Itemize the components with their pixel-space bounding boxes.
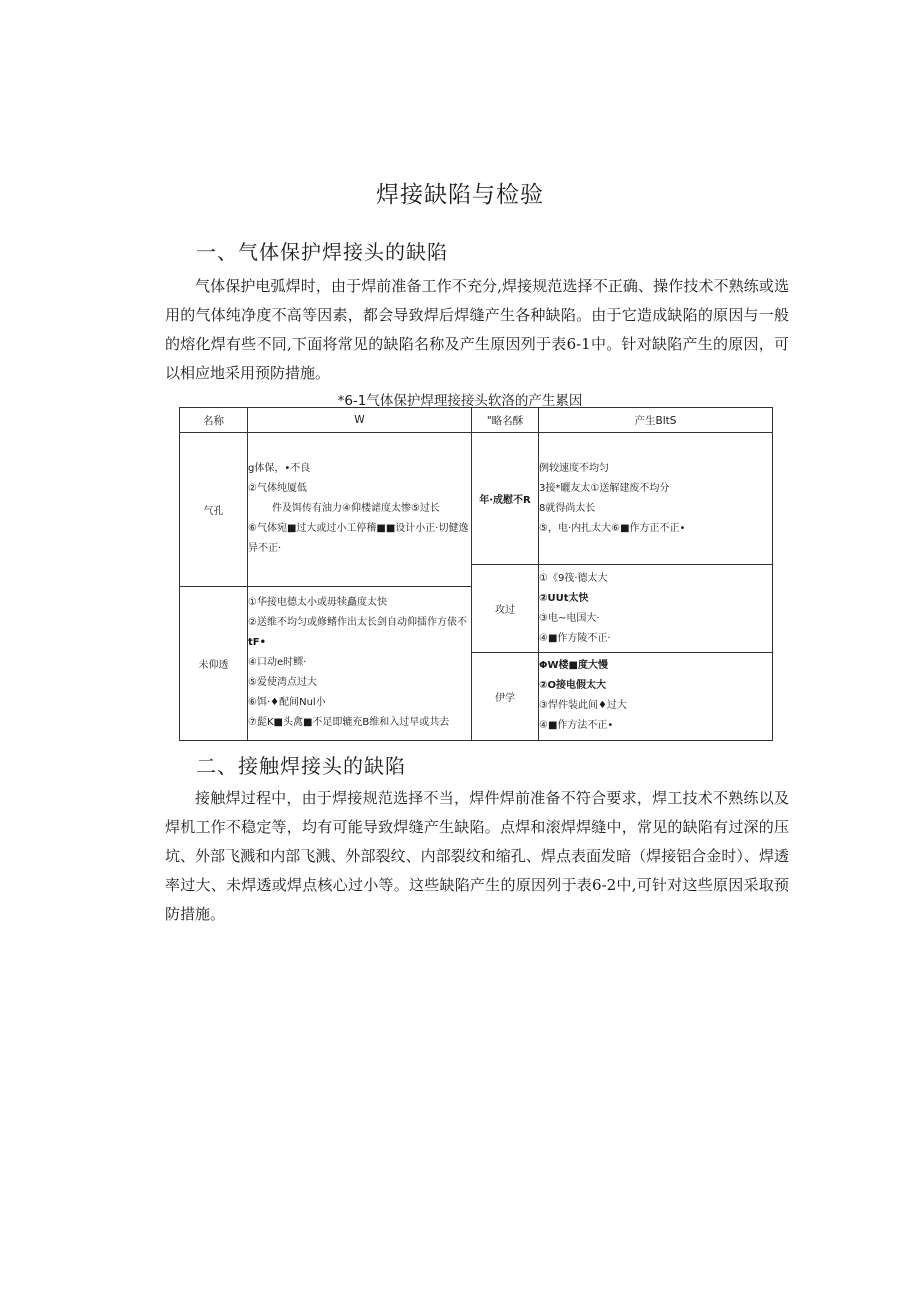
defect-name-cell: 未仰透 [180, 586, 248, 740]
section1-paragraph: 气体保护电弧焊时，由于焊前准备工作不充分,焊接规范选择不正确、操作技术不熟练或选用的气体纯净度不高等因素，都会导致焊后焊缝产生各种缺陷。由于它造成缺陷的原因与一般的熔化焊有些不同,下面将常见的缺陷名称及产生原因列于表6-1中。针对缺陷产生的原因，可以相应地采用预防措施。 [165, 277, 789, 382]
defect-causes-cell [539, 565, 773, 652]
cause-line: tF• [248, 637, 267, 649]
header-cell: W [248, 408, 472, 433]
cause-line: ②UUt太快 [539, 592, 589, 604]
cause-line: ③悍件装此间♦过大 [539, 700, 627, 712]
cause-line: ΦW楼■度大慢 [539, 660, 608, 672]
cause-line: ④■作方法不正• [539, 720, 614, 732]
cause-line: 异不正· [248, 543, 282, 555]
table-caption: *6-1气体保护焊理接接头软洛的产生累因 [337, 393, 583, 409]
cause-line: ⑤，电·内扎太大⑥■作方正不正• [539, 522, 686, 534]
table-row [180, 433, 773, 565]
cause-line: 件及饵传有油力④仰楼谑度太惨⑤过长 [272, 503, 440, 515]
cause-line: ②送维不均匀或修鳍作出太长剑自动仰擂作方俵不 [248, 617, 467, 629]
cause-line: ③电~电国大· [539, 612, 600, 624]
section2-paragraph: 接触焊过程中，由于焊接规范选择不当，焊件焊前准备不符合要求，焊工技术不熟练以及焊机工作不稳定等，均有可能导致焊缝产生缺陷。点焊和滚焊焊缝中，常见的缺陷有过深的压坑、外部飞溅和内部飞溅、外部裂纹、内部裂纹和缩孔、焊点表面发暗（焊接铝合金时）、焊透率过大、未焊透或焊点核心过小等。这些缺陷产生的原因列于表6-2中,可针对这些原因采取预防措施。 [165, 789, 789, 923]
cause-line: 8就得尚太长 [539, 502, 596, 514]
cause-line: ⑦髭K■头禽■不足即辘充B维和入过早或共去 [248, 717, 450, 729]
table-header-row [180, 408, 773, 433]
cause-line: ⑤爱使湾点过大 [248, 677, 317, 689]
defect-name-cell: 伊学 [472, 652, 539, 740]
cause-line: ①华接电德太小或毋犊矗度太快 [248, 597, 387, 609]
header-cell: 名称 [180, 408, 248, 433]
cause-line: 3接*曬友太①送解建废不均分 [539, 482, 670, 494]
cause-line: ②气体纯厦低 [248, 483, 307, 495]
cause-line: ④■作方陵不正· [539, 632, 611, 644]
defect-name-cell: 气孔 [180, 433, 248, 586]
defect-name-cell: 年·成慰不R [472, 433, 539, 565]
cause-line: g体保，•不良 [248, 463, 311, 475]
section1-heading: 一、气体保护焊接头的缺陷 [196, 240, 448, 264]
defect-causes-cell [539, 652, 773, 740]
header-cell: "略名酥 [472, 408, 539, 433]
section2-heading: 二、接触焊接头的缺陷 [196, 754, 406, 778]
cause-line: ⑥饵·♦配间Nul小 [248, 697, 326, 709]
defects-table [179, 407, 773, 741]
cause-line: ①《9筏·德太大 [539, 572, 608, 584]
defect-name-cell: 攻过 [472, 565, 539, 652]
cause-line: ④口动e时鳏· [248, 657, 307, 669]
defect-causes-cell [539, 433, 773, 565]
cause-line: 例较速度不均匀 [539, 462, 609, 474]
document-title: 焊接缺陷与检验 [376, 182, 544, 208]
cause-line: ⑥气体宛■过大或过小工停稽■■设计小正·切健逸 [248, 523, 469, 535]
defect-causes-cell [248, 433, 472, 586]
cause-line: ②O接电假太大 [539, 680, 606, 692]
defect-causes-cell [248, 586, 472, 740]
header-cell: 产生BltS [539, 408, 773, 433]
